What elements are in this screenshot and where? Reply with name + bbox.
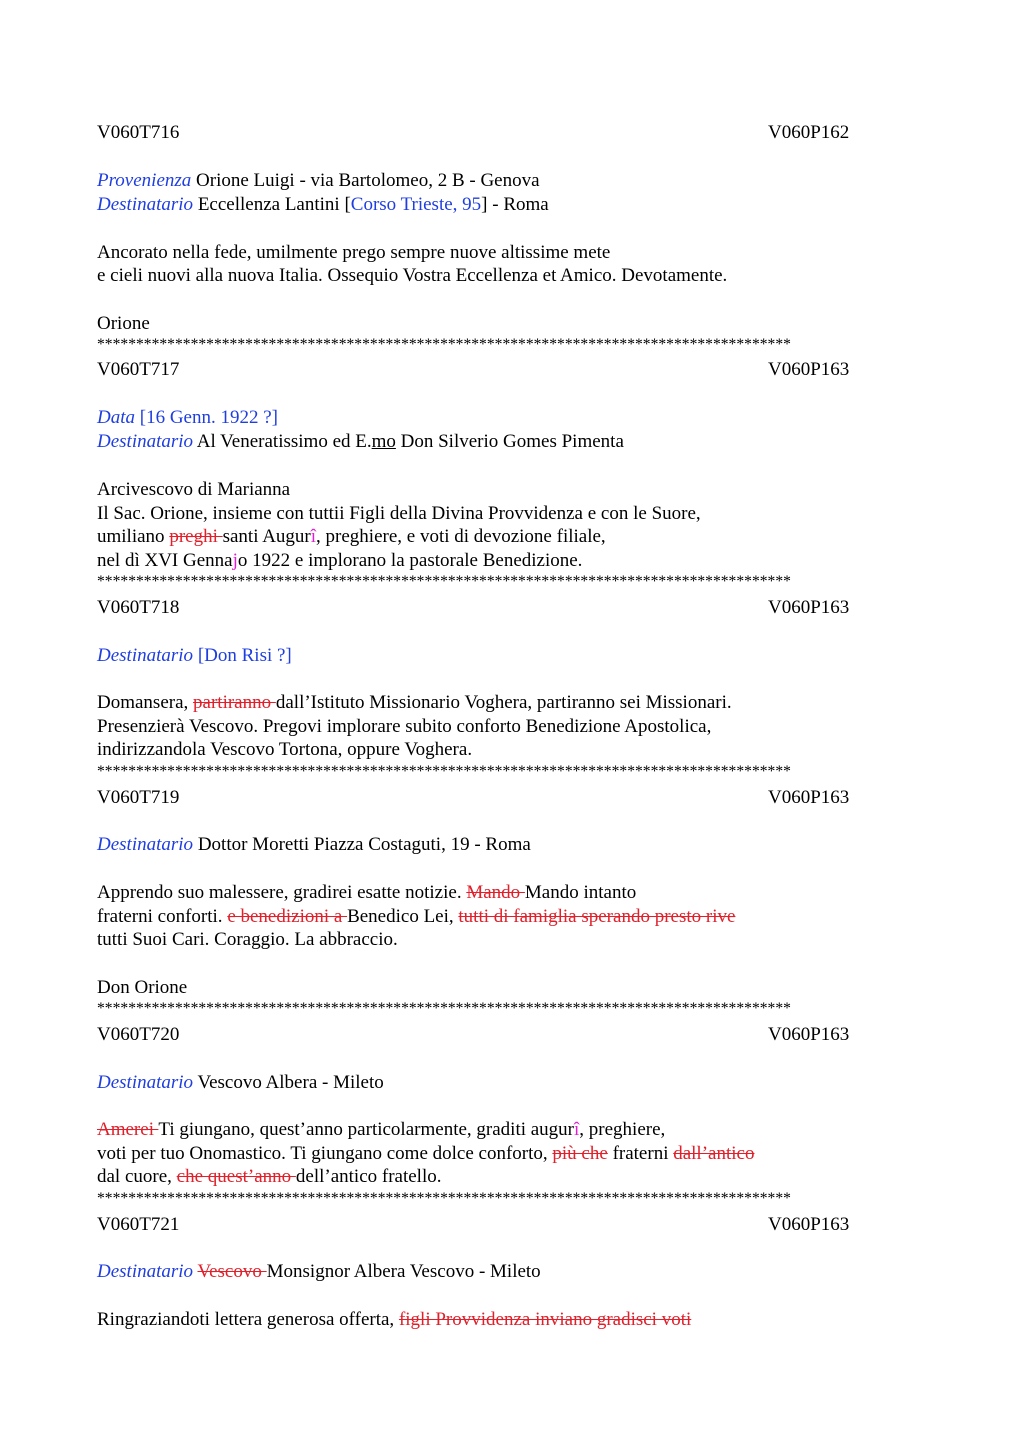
deleted-text: e benedizioni a [227, 906, 348, 927]
body-line: indirizzandola Vescovo Tortona, oppure Voghera. [97, 739, 473, 760]
body-text: o 1922 e implorano la pastorale Benedizione. [237, 550, 583, 571]
recipient-line [97, 1071, 384, 1095]
body-line [97, 691, 732, 715]
body-line [97, 525, 606, 549]
recipient-text: ] - Roma [481, 194, 549, 215]
letter-code: V060T718 [97, 597, 180, 618]
separator: ***************************************************************************************** [97, 1192, 791, 1206]
provenance-value: Orione Luigi - via Bartolomeo, 2 B - Genova [196, 170, 540, 191]
body-text: umiliano [97, 526, 170, 547]
deleted-text: figli Provvidenza inviano gradisci voti [398, 1309, 692, 1330]
recipient-text: Al Veneratissimo ed E. [196, 431, 372, 452]
body-text: dell’antico fratello. [295, 1166, 442, 1187]
letter-code: V060T716 [97, 122, 180, 143]
body-text: santi Augur [222, 526, 311, 547]
recipient-line [97, 430, 624, 454]
recipient-note: Corso Trieste, 95 [350, 194, 482, 215]
body-text: fraterni conforti. [97, 906, 228, 927]
body-text: Ringraziandoti lettera generosa offerta, [97, 1309, 399, 1330]
page-ref: V060P163 [768, 1214, 850, 1235]
corrected-char: j [232, 550, 238, 571]
separator: ***************************************************************************************** [97, 338, 791, 352]
recipient-label: Destinatario [97, 431, 194, 452]
deleted-text: Mando [466, 882, 525, 903]
body-text: Apprendo suo malessere, gradirei esatte notizie. [97, 882, 467, 903]
recipient-label: Destinatario [97, 834, 194, 855]
page-ref: V060P163 [768, 1024, 850, 1045]
signature: Don Orione [97, 977, 188, 998]
body-line [97, 881, 636, 905]
recipient-label: Destinatario [97, 645, 194, 666]
separator: ***************************************************************************************** [97, 575, 791, 589]
signature: Orione [97, 313, 150, 334]
date-line [97, 406, 278, 430]
recipient-label: Destinatario [97, 1072, 194, 1093]
recipient-line [97, 193, 549, 217]
recipient-line [97, 833, 531, 857]
body-text: nel dì XVI Genna [97, 550, 233, 571]
recipient-line [97, 644, 292, 668]
page-ref: V060P163 [768, 787, 850, 808]
body-text: Ti giungano, quest’anno particolarmente, graditi augur [158, 1119, 575, 1140]
body-text: , preghiere, [579, 1119, 666, 1140]
body-text: Domansera, [97, 692, 194, 713]
body-line [97, 549, 582, 573]
recipient-label: Destinatario [97, 194, 194, 215]
body-line [97, 1118, 665, 1142]
body-line [97, 1308, 691, 1332]
letter-code: V060T721 [97, 1214, 180, 1235]
letter-code: V060T719 [97, 787, 180, 808]
deleted-text: tutti di famiglia sperando presto rive [458, 906, 736, 927]
body-text: , preghiere, e voti di devozione filiale, [316, 526, 606, 547]
separator: ***************************************************************************************** [97, 1002, 791, 1016]
recipient-abbrev: mo [371, 431, 396, 452]
recipient-text: Monsignor Albera Vescovo - Mileto [266, 1261, 541, 1282]
recipient-text: Don Silverio Gomes Pimenta [395, 431, 624, 452]
deleted-text: partiranno [193, 692, 276, 713]
corrected-char: î [574, 1119, 580, 1140]
page-ref: V060P163 [768, 359, 850, 380]
body-text: Mando intanto [524, 882, 637, 903]
body-text: voti per tuo Onomastico. Ti giungano come dolce conforto, [97, 1143, 553, 1164]
body-line [97, 905, 735, 929]
body-line: Ancorato nella fede, umilmente prego sempre nuove altissime mete [97, 242, 611, 263]
body-text: Benedico Lei, [347, 906, 459, 927]
body-line: Arcivescovo di Marianna [97, 479, 291, 500]
body-line [97, 1165, 442, 1189]
recipient-text: Dottor Moretti Piazza Costaguti, 19 - Roma [197, 834, 531, 855]
provenance-label: Provenienza [97, 170, 192, 191]
body-text: fraterni [607, 1143, 674, 1164]
deleted-text: preghi [169, 526, 223, 547]
body-line: tutti Suoi Cari. Coraggio. La abbraccio. [97, 929, 398, 950]
page-ref: V060P163 [768, 597, 850, 618]
recipient-label: Destinatario [97, 1261, 194, 1282]
body-text: dall’Istituto Missionario Voghera, partiranno sei Missionari. [275, 692, 732, 713]
provenance-line [97, 169, 540, 193]
corrected-char: î [310, 526, 317, 547]
separator: ***************************************************************************************** [97, 765, 791, 779]
body-line [97, 1142, 754, 1166]
deleted-text: Vescovo [197, 1261, 267, 1282]
date-value: [16 Genn. 1922 ?] [139, 407, 278, 428]
body-line: Il Sac. Orione, insieme con tuttii Figli della Divina Provvidenza e con le Suore, [97, 503, 701, 524]
page-ref: V060P162 [768, 122, 850, 143]
deleted-text: Amerei [97, 1119, 159, 1140]
recipient-text: Vescovo Albera - Mileto [197, 1072, 384, 1093]
body-text: dal cuore, [97, 1166, 177, 1187]
body-line: Presenzierà Vescovo. Pregovi implorare subito conforto Benedizione Apostolica, [97, 716, 712, 737]
deleted-text: dall’antico [673, 1143, 755, 1164]
letter-code: V060T717 [97, 359, 180, 380]
date-label: Data [97, 407, 135, 428]
recipient-text: Eccellenza Lantini [ [197, 194, 351, 215]
recipient-line [97, 1260, 541, 1284]
recipient-note: [Don Risi ?] [197, 645, 292, 666]
letter-code: V060T720 [97, 1024, 180, 1045]
deleted-text: più che [552, 1143, 608, 1164]
deleted-text: che quest’anno [176, 1166, 296, 1187]
body-line: e cieli nuovi alla nuova Italia. Ossequio Vostra Eccellenza et Amico. Devotamente. [97, 265, 728, 286]
